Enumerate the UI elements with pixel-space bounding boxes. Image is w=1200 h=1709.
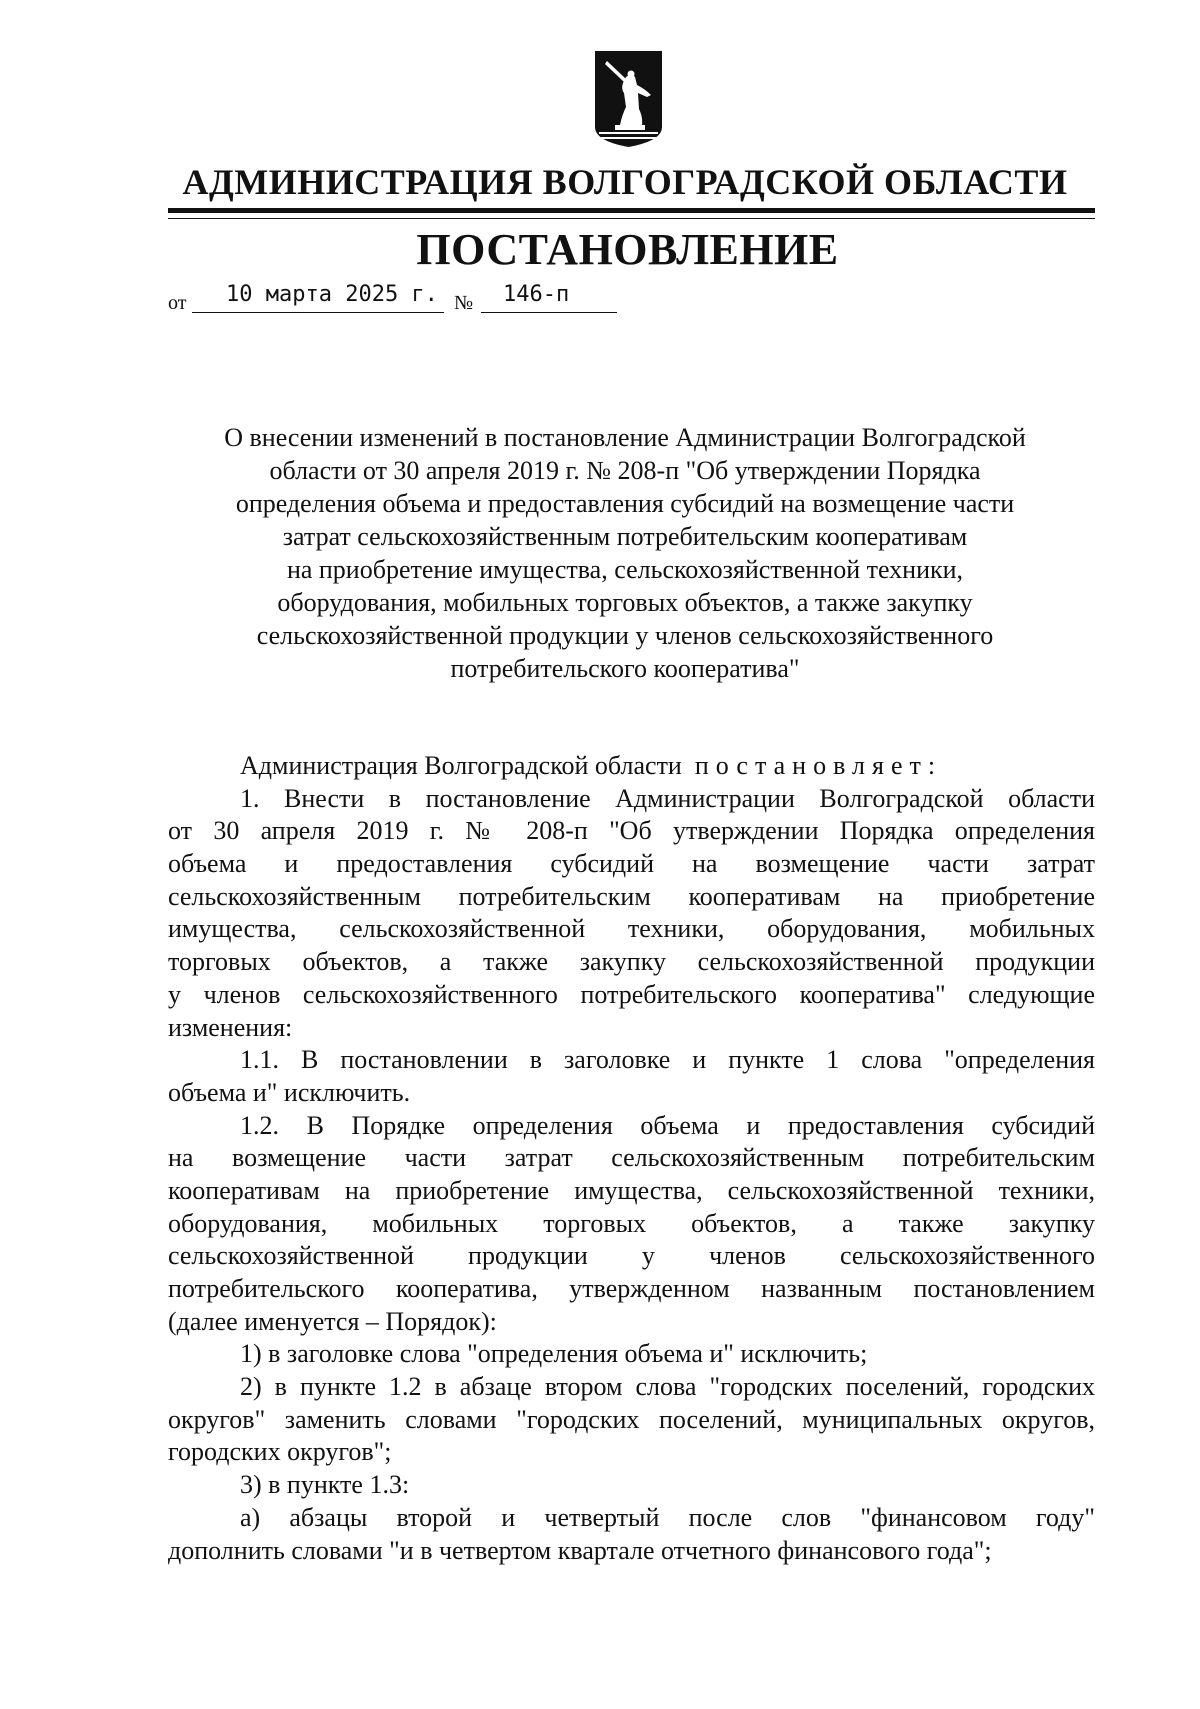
organization-title: АДМИНИСТРАЦИЯ ВОЛГОГРАДСКОЙ ОБЛАСТИ [182, 162, 1068, 202]
header-rule-thick [168, 208, 1095, 213]
preamble [168, 750, 1095, 783]
body-line: (далее именуется – Порядок): [168, 1306, 497, 1336]
date-value: 10 марта 2025 г. [226, 282, 438, 307]
date-prefix: от [168, 292, 187, 314]
date-field [192, 280, 444, 313]
subject-line: определения объема и предоставления субсидий на возмещение части [235, 489, 1015, 518]
body-line: 1) в заголовке слова "определения объема и" исключить; [240, 1339, 868, 1369]
number-field [481, 280, 617, 313]
document-body [168, 750, 1095, 1567]
subject-line: сельскохозяйственной продукции у членов сельскохозяйственного [256, 621, 994, 650]
body-line: 1.1. В постановлении в заголовке и пункте 1 слова "определения [240, 1045, 1095, 1075]
body-line: имущества, сельскохозяйственной техники, оборудования, мобильных [168, 914, 1095, 944]
body-line: 1.2. В Порядке определения объема и предоставления субсидий [240, 1110, 1095, 1140]
body-line: городских округов"; [168, 1437, 392, 1467]
subject-line: на приобретение имущества, сельскохозяйственной техники, [286, 555, 964, 584]
body-line: 3) в пункте 1.3: [240, 1470, 410, 1500]
body-line: а) абзацы второй и четвертый после слов "финансовом году" [240, 1502, 1095, 1532]
subject-line: области от 30 апреля 2019 г. № 208-п "Об утверждении Порядка [269, 456, 981, 485]
body-line: у членов сельскохозяйственного потребительского кооператива" следующие [168, 979, 1095, 1009]
subject-line: затрат сельскохозяйственным потребительским кооперативам [282, 522, 968, 551]
body-line: потребительского кооператива, утвержденном названным постановлением [168, 1274, 1095, 1303]
body-line: сельскохозяйственным потребительским кооперативам на приобретение [168, 881, 1095, 911]
body-line: изменения: [168, 1012, 293, 1042]
preamble-verb: постановляет: [694, 751, 943, 780]
number-value: 146-п [503, 282, 570, 307]
body-line: 1. Внести в постановление Администрации Волгоградской области [240, 783, 1095, 813]
body-line: сельскохозяйственной продукции у членов сельскохозяйственного [168, 1241, 1095, 1271]
body-line: дополнить словами "и в четвертом квартале отчетного финансового года"; [168, 1535, 992, 1565]
body-line: на возмещение части затрат сельскохозяйственным потребительским [168, 1143, 1095, 1173]
document-type-title: ПОСТАНОВЛЕНИЕ [416, 225, 839, 274]
body-line: кооперативам на приобретение имущества, сельскохозяйственной техники, [168, 1175, 1095, 1205]
subject-line: О внесении изменений в постановление Администрации Волгоградской [224, 423, 1026, 452]
subject-line: оборудования, мобильных торговых объектов, а также закупку [277, 588, 973, 617]
body-line: от 30 апреля 2019 г. № 208-п "Об утверждении Порядка определения [168, 816, 1095, 846]
body-line: оборудования, мобильных торговых объектов, а также закупку [168, 1208, 1095, 1238]
coat-of-arms-icon [593, 49, 664, 149]
header-rule-thin [168, 218, 1095, 219]
number-sign: № [454, 292, 474, 314]
body-line: объема и" исключить. [168, 1077, 411, 1107]
preamble-org: Администрация Волгоградской области [240, 751, 682, 780]
document-subject [175, 421, 1075, 685]
body-line: объема и предоставления субсидий на возмещение части затрат [168, 849, 1095, 879]
body-line: 2) в пункте 1.2 в абзаце втором слова "городских поселений, городских [240, 1372, 1095, 1402]
subject-line: потребительского кооператива" [450, 654, 800, 683]
body-line: торговых объектов, а также закупку сельскохозяйственной продукции [168, 947, 1095, 977]
body-line: округов" заменить словами "городских поселений, муниципальных округов, [168, 1404, 1095, 1434]
